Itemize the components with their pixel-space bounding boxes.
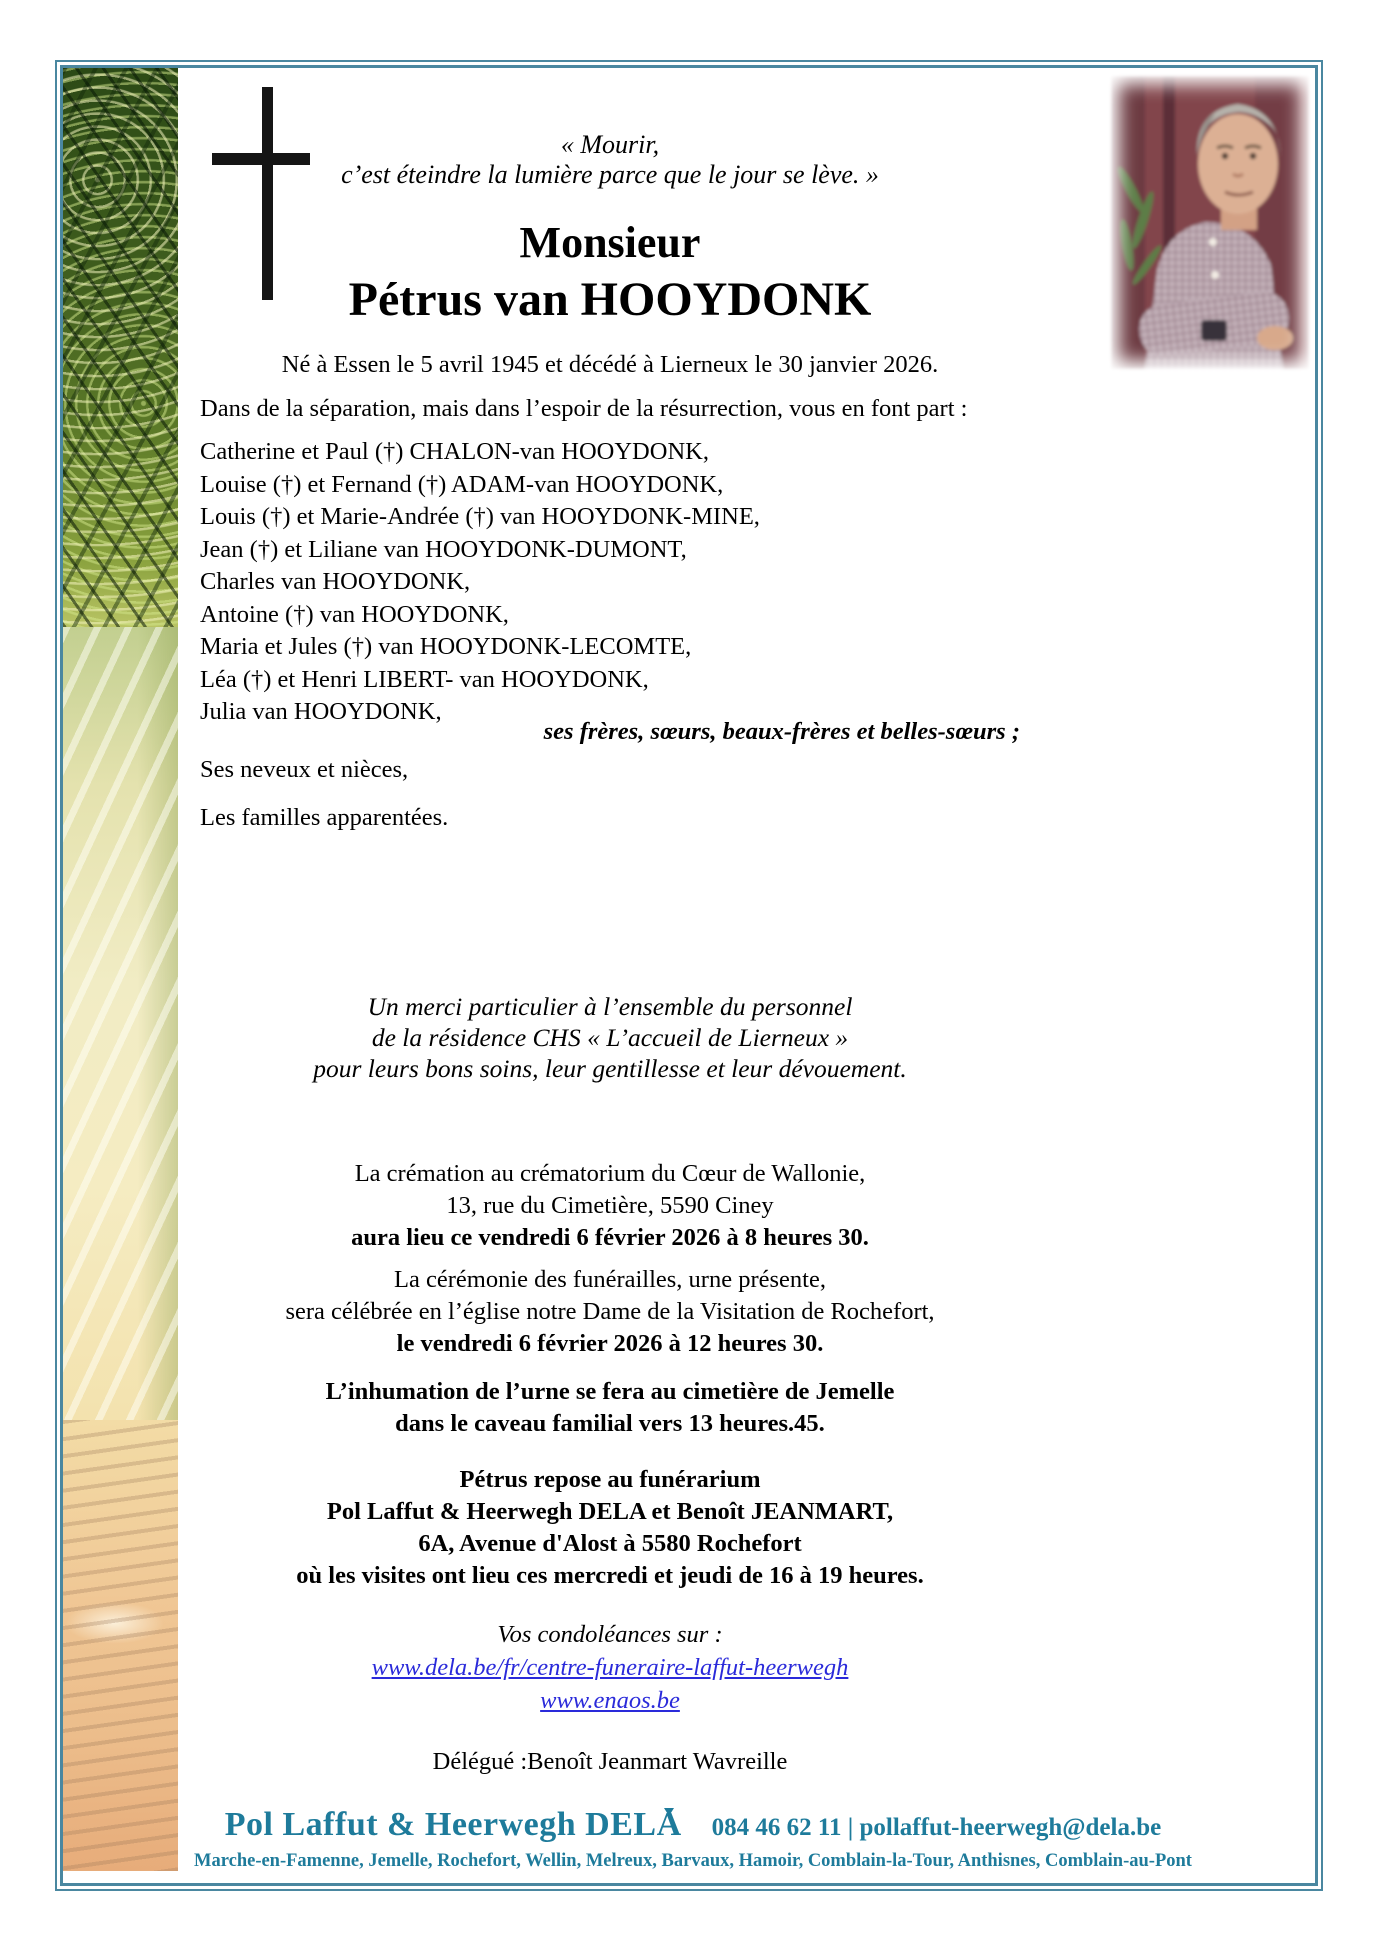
opening-quote [200, 130, 1020, 190]
related-families-line: Les familles apparentées. [200, 804, 449, 831]
deceased-portrait-photo [1105, 70, 1315, 375]
inhumation-block [200, 1376, 1020, 1440]
cremation-date: aura lieu ce vendredi 6 février 2026 à 8 heures 30. [351, 1224, 869, 1251]
funeral-home-footer [188, 1806, 1198, 1872]
dela-logo-mark: DELA [585, 1806, 682, 1843]
nephews-line: Ses neveux et nièces, [200, 756, 409, 783]
inner-frame [60, 65, 1318, 1886]
forest-path-photo-strip [63, 68, 178, 1871]
quote-line-2: c’est éteindre la lumière parce que le jour se lève. » [341, 160, 879, 189]
birth-death-line: Né à Essen le 5 avril 1945 et décédé à Lierneux le 30 janvier 2026. [281, 351, 939, 378]
condolences-block [200, 1618, 1020, 1717]
condolences-label: Vos condoléances sur : [497, 1621, 723, 1648]
inhumation-line: L’inhumation de l’urne se fera au cimetière de Jemelle [325, 1378, 895, 1405]
sunlit-path-area [63, 627, 178, 1420]
repose-line: 6A, Avenue d'Alost à 5580 Rochefort [418, 1530, 802, 1557]
footer-towns: Marche-en-Famenne, Jemelle, Rochefort, Wellin, Melreux, Barvaux, Hamoir, Comblain-la-Tour, Anthisnes, Comblain-au-Pont [194, 1851, 1192, 1871]
family-member: Antoine (†) van HOOYDONK, [200, 600, 509, 628]
repose-line: Pétrus repose au funérarium [459, 1466, 761, 1493]
quote-line-1: « Mourir, [560, 130, 660, 159]
family-member: Léa (†) et Henri LIBERT- van HOOYDONK, [200, 665, 649, 693]
inhumation-line: dans le caveau familial vers 13 heures.45. [395, 1410, 825, 1437]
thanks-line: de la résidence CHS « L’accueil de Lierneux » [371, 1023, 849, 1052]
funeral-home-logo [225, 1806, 682, 1843]
brand-prefix: Pol Laffut & Heerwegh [224, 1806, 586, 1843]
warm-ground-area [63, 1420, 178, 1871]
ceremony-line: La cérémonie des funérailles, urne présente, [394, 1266, 826, 1293]
family-member: Charles van HOOYDONK, [200, 568, 471, 595]
thanks-line: pour leurs bons soins, leur gentillesse et leur dévouement. [313, 1054, 907, 1083]
ceremony-date: le vendredi 6 février 2026 à 12 heures 30. [396, 1330, 824, 1357]
family-member: Louis (†) et Marie-Andrée (†) van HOOYDONK-MINE, [200, 503, 760, 530]
thanks-block [200, 991, 1020, 1084]
relation-note: ses frères, sœurs, beaux-frères et belles-sœurs ; [543, 718, 1020, 745]
intro-line: Dans de la séparation, mais dans l’espoir de la résurrection, vous en font part : [200, 395, 968, 422]
cremation-line: La crémation au crématorium du Cœur de Wallonie, [354, 1160, 866, 1187]
cremation-line: 13, rue du Cimetière, 5590 Ciney [446, 1192, 774, 1219]
family-member: Louise (†) et Fernand (†) ADAM-van HOOYDONK, [200, 470, 724, 498]
repose-line: Pol Laffut & Heerwegh DELA et Benoît JEANMART, [326, 1498, 894, 1525]
family-member: Catherine et Paul (†) CHALON-van HOOYDONK, [200, 438, 709, 465]
condolences-link-dela[interactable]: www.dela.be/fr/centre-funeraire-laffut-heerwegh [371, 1654, 849, 1681]
salutation: Monsieur [519, 218, 701, 267]
title-block [200, 216, 1020, 330]
ceremony-line: sera célébrée en l’église notre Dame de la Visitation de Rochefort, [285, 1298, 935, 1325]
footer-brand-row [188, 1806, 1198, 1844]
family-member: Julia van HOOYDONK, [200, 698, 442, 725]
thanks-line: Un merci particulier à l’ensemble du personnel [367, 992, 853, 1021]
outer-frame [55, 60, 1323, 1891]
condolences-link-enaos[interactable]: www.enaos.be [540, 1687, 680, 1714]
cremation-block [200, 1158, 1020, 1254]
delegate-line: Délégué :Benoît Jeanmart Wavreille [432, 1748, 788, 1775]
ceremony-block [200, 1264, 1020, 1360]
foliage-area [63, 68, 178, 627]
deceased-name: Pétrus van HOOYDONK [348, 273, 872, 326]
family-member: Jean (†) et Liliane van HOOYDONK-DUMONT, [200, 535, 687, 563]
footer-contact: 084 46 62 11 | pollaffut-heerwegh@dela.be [711, 1814, 1162, 1841]
repose-line: où les visites ont lieu ces mercredi et jeudi de 16 à 19 heures. [296, 1562, 924, 1589]
family-list [200, 436, 1020, 729]
family-member: Maria et Jules (†) van HOOYDONK-LECOMTE, [200, 633, 692, 660]
repose-block [200, 1464, 1020, 1592]
